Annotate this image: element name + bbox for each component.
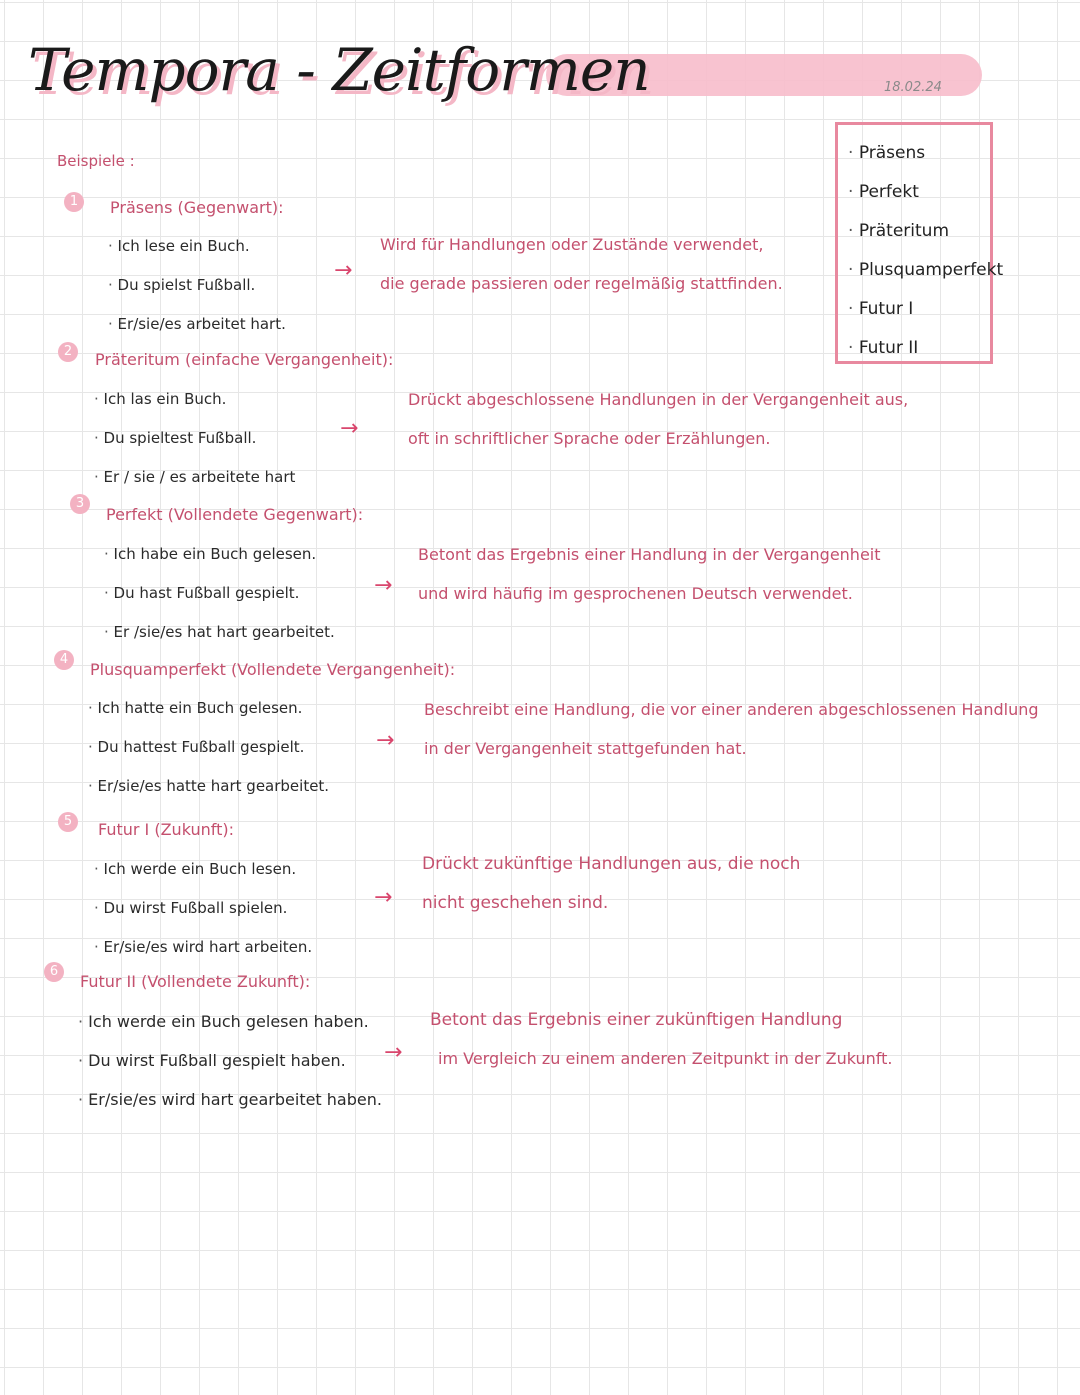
toc-item-futur-2: · Futur II: [848, 338, 918, 358]
example-sentence: · Ich lese ein Buch.: [108, 237, 250, 255]
example-sentence: · Er /sie/es hat hart gearbeitet.: [104, 623, 335, 641]
example-sentence: · Du hattest Fußball gespielt.: [88, 738, 304, 756]
example-sentence: · Du spielst Fußball.: [108, 276, 255, 294]
example-sentence: · Ich werde ein Buch lesen.: [94, 860, 296, 878]
example-sentence: · Er/sie/es wird hart arbeiten.: [94, 938, 312, 956]
tense-overview-box: [835, 122, 1004, 364]
arrow-right-icon: →: [334, 258, 353, 283]
example-sentence: · Er / sie / es arbeitete hart: [94, 468, 295, 486]
explanation-line: oft in schriftlicher Sprache oder Erzählungen.: [408, 429, 771, 448]
section-heading: Plusquamperfekt (Vollendete Vergangenheit):: [90, 660, 456, 679]
example-sentence: · Er/sie/es wird hart gearbeitet haben.: [78, 1090, 382, 1109]
example-sentence: · Du wirst Fußball gespielt haben.: [78, 1051, 346, 1070]
section-heading: Präteritum (einfache Vergangenheit):: [95, 350, 394, 369]
toc-item-perfekt: · Perfekt: [848, 182, 919, 202]
examples-label: Beispiele :: [57, 152, 135, 170]
example-sentence: · Ich habe ein Buch gelesen.: [104, 545, 316, 563]
explanation-line: Wird für Handlungen oder Zustände verwendet,: [380, 235, 764, 254]
section-heading: Futur II (Vollendete Zukunft):: [80, 972, 311, 991]
date-label: 18.02.24: [884, 80, 942, 95]
section-number-badge: 4: [54, 650, 74, 670]
explanation-line: Betont das Ergebnis einer Handlung in der Vergangenheit: [418, 545, 881, 564]
section-number-badge: 6: [44, 962, 64, 982]
example-sentence: · Ich hatte ein Buch gelesen.: [88, 699, 302, 717]
page-title: Tempora - Zeitformen: [28, 36, 650, 104]
explanation-line: Drückt zukünftige Handlungen aus, die noch: [422, 854, 801, 874]
example-sentence: · Du spieltest Fußball.: [94, 429, 256, 447]
toc-item-praeteritum: · Präteritum: [848, 221, 949, 241]
section-number-badge: 1: [64, 192, 84, 212]
section-heading: Präsens (Gegenwart):: [110, 198, 284, 217]
arrow-right-icon: →: [374, 573, 393, 598]
toc-item-praesens: · Präsens: [848, 143, 925, 163]
section-number-badge: 2: [58, 342, 78, 362]
example-sentence: · Ich werde ein Buch gelesen haben.: [78, 1012, 369, 1031]
explanation-line: Betont das Ergebnis einer zukünftigen Handlung: [430, 1010, 843, 1030]
explanation-line: die gerade passieren oder regelmäßig stattfinden.: [380, 274, 783, 293]
section-heading: Futur I (Zukunft):: [98, 820, 235, 839]
example-sentence: · Du hast Fußball gespielt.: [104, 584, 299, 602]
explanation-line: Beschreibt eine Handlung, die vor einer anderen abgeschlossenen Handlung: [424, 700, 1039, 719]
explanation-line: Drückt abgeschlossene Handlungen in der Vergangenheit aus,: [408, 390, 909, 409]
example-sentence: · Ich las ein Buch.: [94, 390, 226, 408]
arrow-right-icon: →: [340, 416, 359, 441]
explanation-line: nicht geschehen sind.: [422, 893, 609, 913]
explanation-line: im Vergleich zu einem anderen Zeitpunkt in der Zukunft.: [438, 1049, 893, 1068]
arrow-right-icon: →: [374, 885, 393, 910]
arrow-right-icon: →: [384, 1040, 403, 1065]
example-sentence: · Er/sie/es arbeitet hart.: [108, 315, 286, 333]
explanation-line: in der Vergangenheit stattgefunden hat.: [424, 739, 747, 758]
explanation-line: und wird häufig im gesprochenen Deutsch verwendet.: [418, 584, 853, 603]
example-sentence: · Du wirst Fußball spielen.: [94, 899, 287, 917]
toc-item-plusquamperfekt: · Plusquamperfekt: [848, 260, 1003, 280]
section-heading: Perfekt (Vollendete Gegenwart):: [106, 505, 364, 524]
section-number-badge: 5: [58, 812, 78, 832]
section-number-badge: 3: [70, 494, 90, 514]
toc-item-futur-1: · Futur I: [848, 299, 913, 319]
example-sentence: · Er/sie/es hatte hart gearbeitet.: [88, 777, 329, 795]
arrow-right-icon: →: [376, 728, 395, 753]
